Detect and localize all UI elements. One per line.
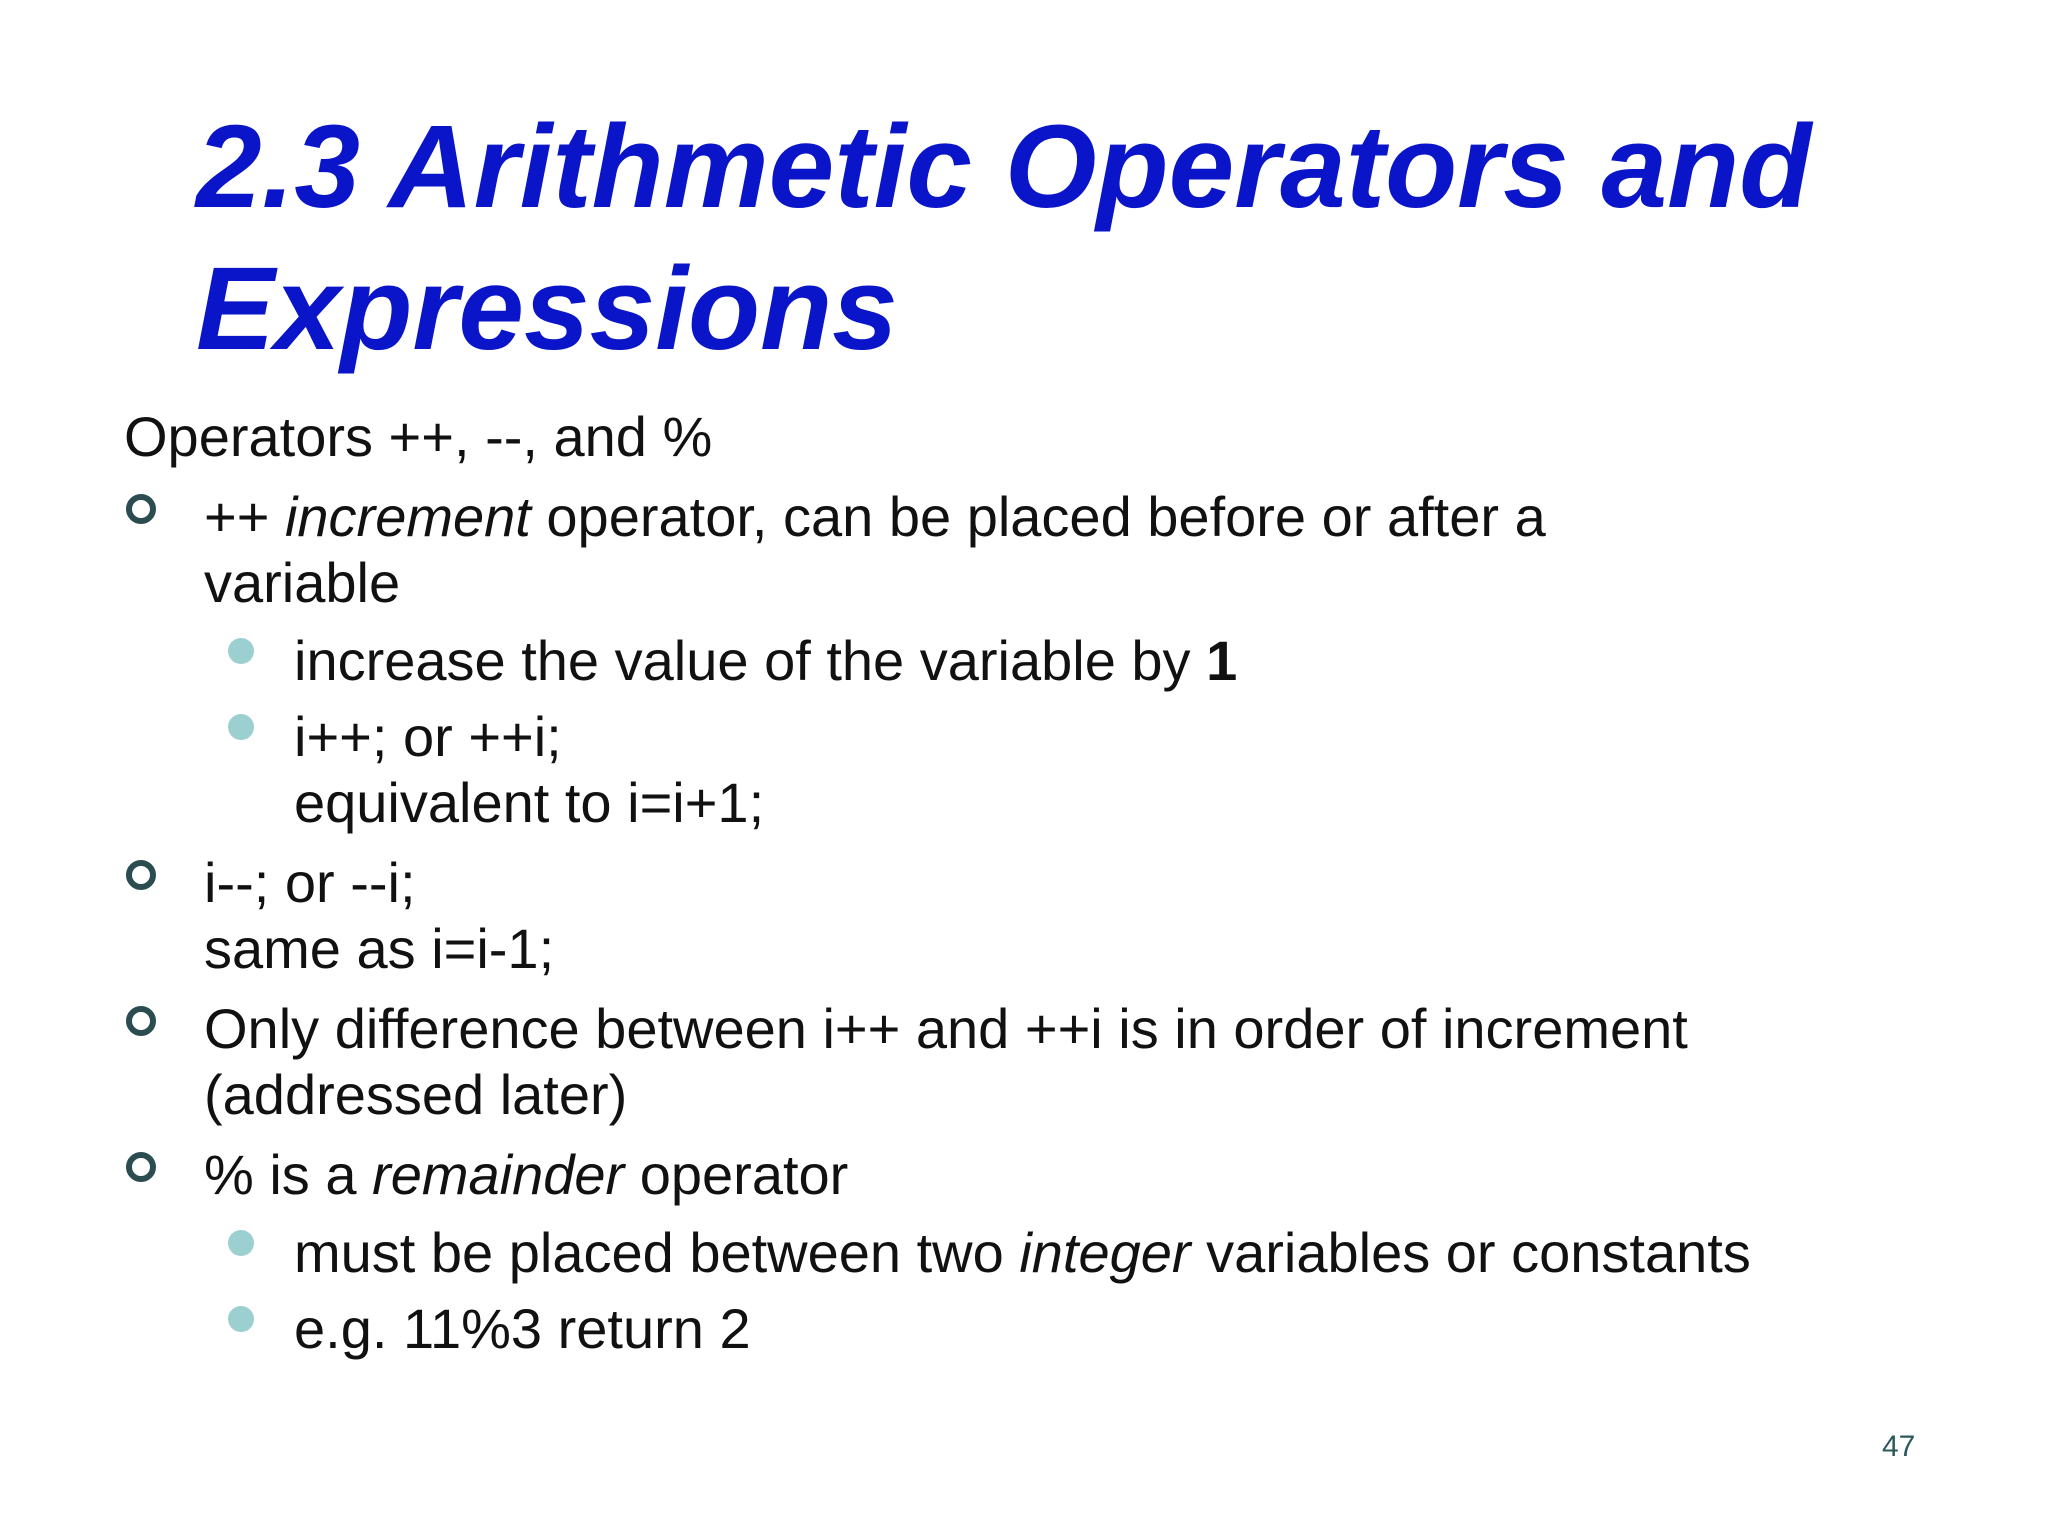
filled-dot-bullet-icon (228, 714, 254, 740)
bullet-decrement-line-1: i--; or --i; (204, 851, 416, 914)
italic-increment: increment (284, 485, 531, 548)
sub-bullet-integer: must be placed between two integer variables or constants (294, 1221, 1751, 1284)
bullet-increment-line-1: ++ increment operator, can be placed before or after a (204, 485, 1546, 548)
bullet-difference-line-2: (addressed later) (204, 1063, 628, 1126)
filled-dot-bullet-icon (228, 1230, 254, 1256)
hollow-circle-bullet-icon (126, 1006, 156, 1036)
sub-bullet-i-plus-line-1: i++; or ++i; (294, 705, 562, 768)
italic-integer: integer (1019, 1221, 1191, 1284)
bullet-remainder: % is a remainder operator (204, 1143, 849, 1206)
italic-remainder: remainder (372, 1143, 625, 1206)
filled-dot-bullet-icon (228, 1306, 254, 1332)
filled-dot-bullet-icon (228, 638, 254, 664)
hollow-circle-bullet-icon (126, 860, 156, 890)
sub-bullet-example: e.g. 11%3 return 2 (294, 1297, 751, 1360)
bullet-increment-line-2: variable (204, 551, 401, 614)
hollow-circle-bullet-icon (126, 494, 156, 524)
hollow-circle-bullet-icon (126, 1152, 156, 1182)
page-number: 47 (1882, 1430, 1916, 1463)
bold-one: 1 (1206, 629, 1238, 692)
title-line-2: Expressions (196, 243, 898, 375)
sub-bullet-increase: increase the value of the variable by 1 (294, 629, 1238, 692)
title-line-1: 2.3 Arithmetic Operators and (196, 101, 1812, 233)
slide-title (196, 96, 1896, 380)
sub-bullet-i-plus-line-2: equivalent to i=i+1; (294, 771, 765, 834)
intro-text: Operators ++, --, and % (124, 405, 713, 468)
bullet-difference-line-1: Only difference between i++ and ++i is in order of increment (204, 997, 1688, 1060)
bullet-decrement-line-2: same as i=i-1; (204, 917, 555, 980)
